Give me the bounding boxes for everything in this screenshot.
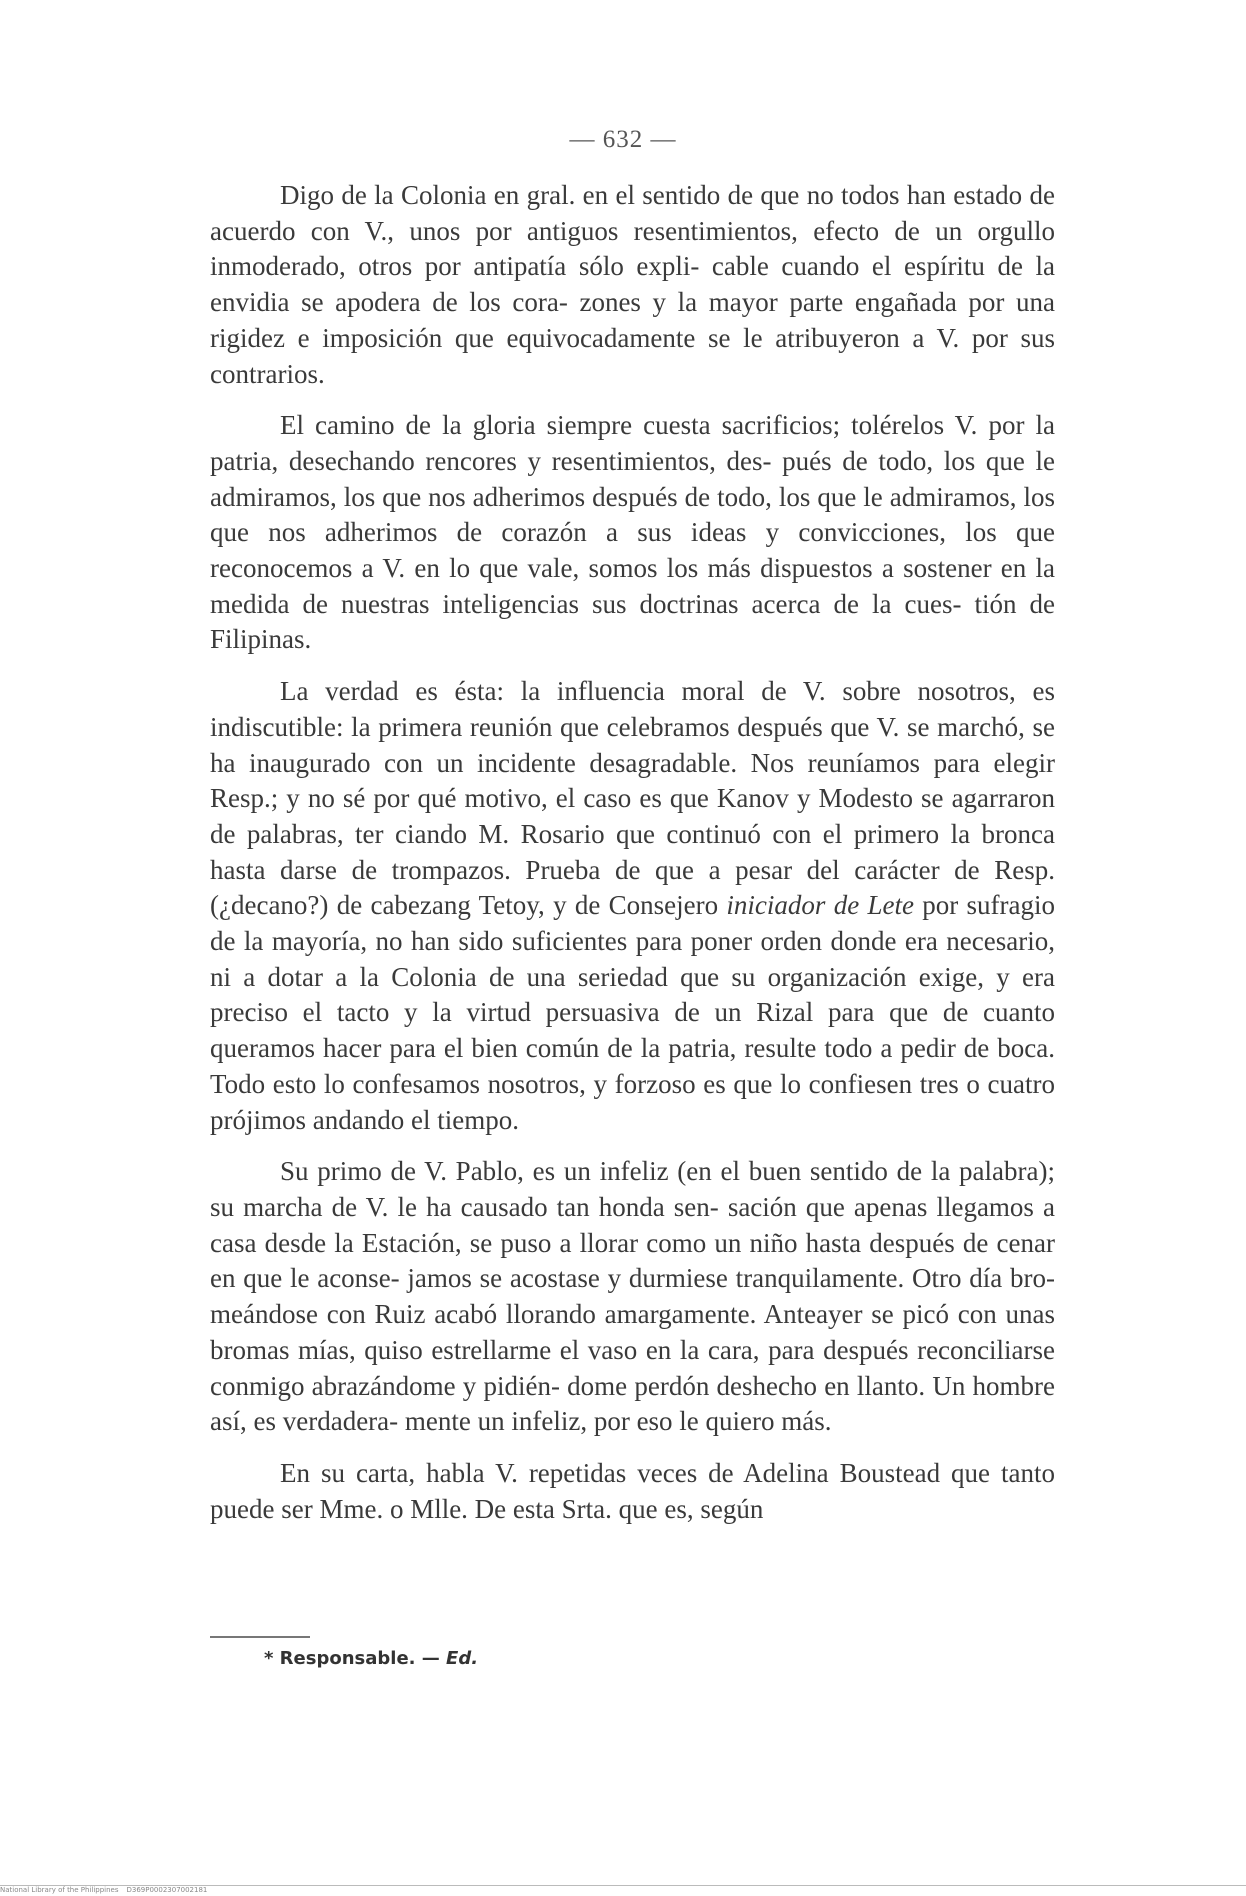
footnote-text: * Responsable. — — [264, 1648, 440, 1669]
paragraph-5: En su carta, habla V. repetidas veces de Adelina Boustead que tanto puede ser Mme. o Mlle. De esta Srta. que es, según — [210, 1457, 1055, 1524]
footnote-editor: Ed. — [446, 1648, 479, 1669]
footnote-divider — [210, 1636, 310, 1638]
paragraph-3 — [210, 674, 1055, 1138]
scan-footer — [0, 1886, 207, 1894]
paragraph-3-text: La verdad es ésta: la influencia moral de V. sobre nosotros, es indiscutible: la primera reunión que celebramos después que V. se marchó, se ha inaugurado con un incidente desagradable. Nos reuníamos para elegir Resp.; y no sé por qué motivo, el caso es que Kanov y Modesto se agarraron de palabras, ter ciando M. Rosario que continuó con el primero la bronca hasta darse de trompazos. Prueba de que a pesar del carácter de Resp. (¿decano?) de cabezang Tetoy, y de Consejero — [210, 676, 1055, 921]
paragraph-3-tail: por sufragio de la mayoría, no han sido suficientes para poner orden donde era necesario, ni a dotar a la Colonia de una seriedad que su organización exige, y era preciso el tacto y la virtud persuasiva de un Rizal para que de cuanto queramos hacer para el bien común de la patria, resulte todo a pedir de boca. Todo esto lo confesamos nosotros, y forzoso es que lo confiesen tres o cuatro prójimos andando el tiempo. — [210, 890, 1056, 1135]
paragraph-1: Digo de la Colonia en gral. en el sentido de que no todos han estado de acuerdo con V., unos por antiguos resentimientos, efecto de un orgullo inmoderado, otros por antipatía sólo expli- cable cuando el espíritu de la envidia se apodera de los cora- zones y la mayor parte engañada por una rigidez e imposición que equivocadamente se le atribuyeron a V. por sus contrarios. — [210, 180, 1055, 389]
paragraph-4: Su primo de V. Pablo, es un infeliz (en el buen sentido de la palabra); su marcha de V. le ha causado tan honda sen- sación que apenas llegamos a casa desde la Estación, se puso a llorar como un niño hasta después de cenar en que le aconse- jamos se acostase y durmiese tranquilamente. Otro día bro- meándose con Ruiz acabó llorando amargamente. Anteayer se picó con unas bromas mías, quiso estrellarme el vaso en la cara, para después reconciliarse conmigo abrazándome y pidién- dome perdón deshecho en llanto. Un hombre así, es verdadera- mente un infeliz, por eso le quiero más. — [210, 1156, 1055, 1437]
paragraph-2: El camino de la gloria siempre cuesta sacrificios; tolérelos V. por la patria, desechando rencores y resentimientos, des- pués de todo, los que le admiramos, los que nos adherimos después de todo, los que le admiramos, los que nos adherimos de corazón a sus ideas y convicciones, los que reconocemos a V. en lo que vale, somos los más dispuestos a sostener en la medida de nuestras inteligencias sus doctrinas acerca de la cues- tión de Filipinas. — [210, 410, 1055, 655]
page-number: — 632 — — [569, 126, 677, 153]
body-text — [210, 178, 1055, 1527]
paragraph-3-italic: iniciador de Lete — [726, 890, 914, 921]
scan-library: National Library of the Philippines — [0, 1886, 119, 1894]
scan-code: D369P0002307002181 — [126, 1886, 208, 1894]
footnote — [264, 1648, 478, 1669]
